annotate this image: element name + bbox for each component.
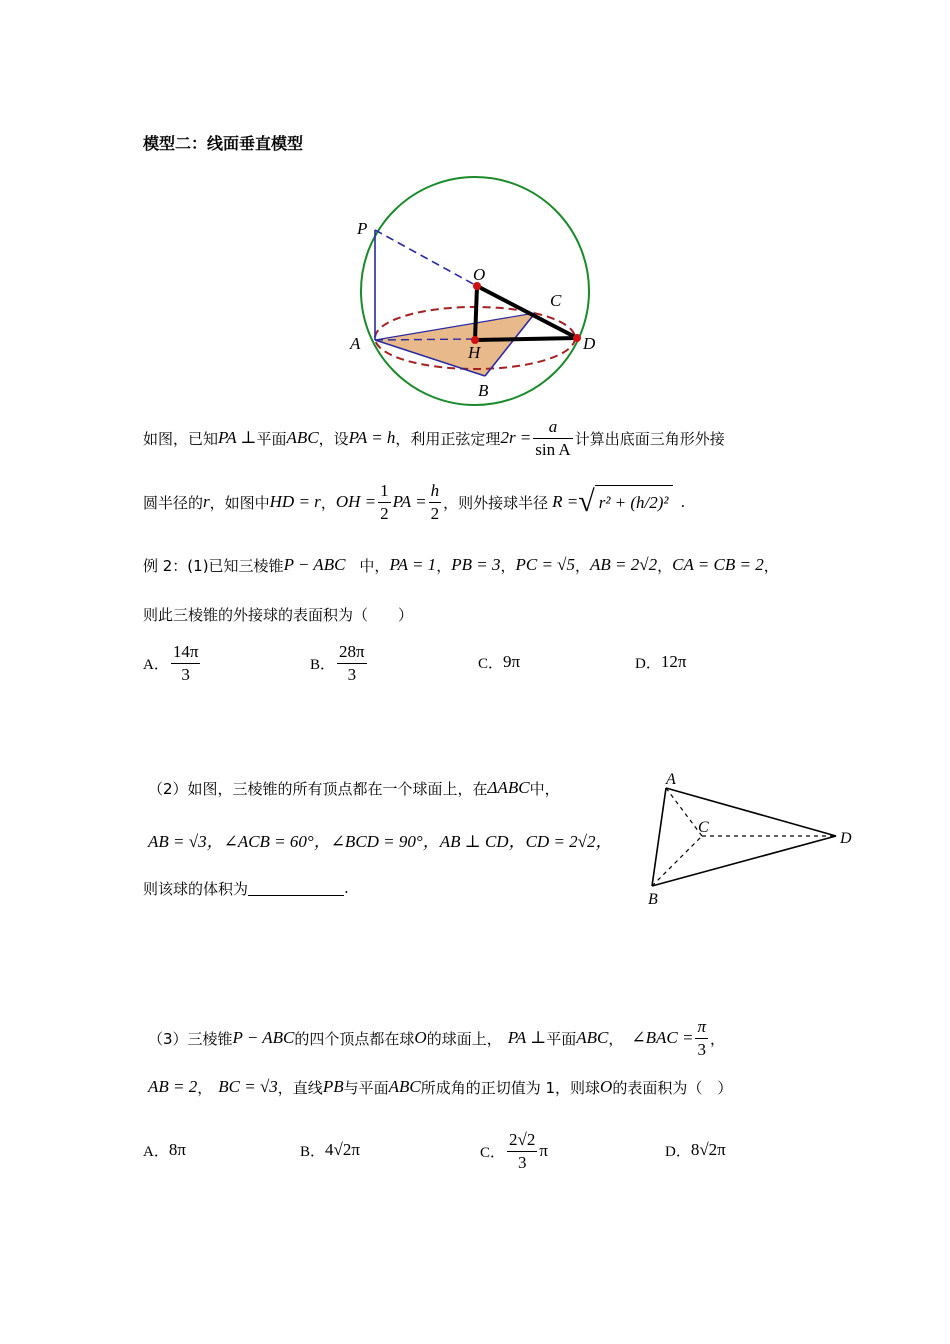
label-H: H (468, 343, 481, 362)
fraction-a-over-sinA: $\frac{a}{\text{sin A}}$ (535, 416, 571, 459)
ex2-3-option-B[interactable]: B． 4√2π (300, 1140, 360, 1160)
ex2-1-line-2: 则此三棱锥的外接球的表面积为（ ） (143, 606, 414, 624)
ex2-1-option-C[interactable]: C． 9π (478, 652, 521, 672)
label-A: A (666, 771, 676, 788)
label-O: O (473, 265, 486, 284)
label-C: C (698, 819, 709, 836)
edge-PO (375, 230, 477, 286)
ex2-3-option-D[interactable]: D． 8√2π (665, 1140, 726, 1160)
ex2-3-line-1: （3）三棱锥 P − ABC 的四个顶点都在球 O 的球面上， PA ⊥ 平面 ABC ， ∠BAC = $\frac{\pi}{3}$ ， (148, 1016, 725, 1059)
label-B: B (478, 381, 489, 400)
ex2-3-line-2: AB = 2 ， BC = √3 ，直线 PB 与平面 ABC 所成角的正切值为 1，则球 O 的表面积为（ ） (148, 1077, 733, 1097)
sphere-figure (345, 168, 605, 408)
ex2-1-option-B[interactable]: B． $\frac{28\pi}{3}$ (310, 641, 365, 684)
intro-line-2: 圆半径的 r ，如图中 HD = r ， OH = $\frac{1}{2}$ PA = $\frac{h}{2}$ ，则外接球半径 R = √ r² + (h/2)² . (143, 480, 686, 523)
section-title: 模型二：线面垂直模型 (143, 134, 304, 153)
edge-AB (652, 788, 666, 886)
ex2-2-line-3: 则该球的体积为 . (143, 879, 349, 898)
answer-blank[interactable] (248, 881, 344, 896)
label-A: A (350, 334, 361, 353)
ex2-2-line-1: （2）如图，三棱锥的所有顶点都在一个球面上，在 ΔABC 中， (148, 778, 560, 798)
label-P: P (357, 219, 368, 238)
tetrahedron-figure (640, 768, 866, 908)
ex2-2-line-2: AB = √3，∠ACB = 60°，∠BCD = 90°，AB ⊥ CD，CD = 2√2， (148, 832, 613, 851)
intro-line-1: 如图，已知 PA ⊥ 平面 ABC ，设 PA = h ，利用正弦定理 2r = $\frac{a}{\text{sin A}}$ 计算出底面三角形外接 (143, 416, 725, 459)
label-B: B (648, 891, 658, 908)
segment-HD (475, 338, 577, 340)
ex2-3-option-C[interactable]: C． $\frac{2√2}{3}$ π (480, 1129, 548, 1172)
ex2-3-option-A[interactable]: A． 8π (143, 1140, 186, 1160)
edge-AC (666, 788, 702, 836)
point-D (573, 334, 581, 342)
label-D: D (583, 334, 596, 353)
edge-AD (666, 788, 836, 836)
segment-OH (475, 286, 477, 340)
edge-BD (652, 836, 836, 886)
ex2-1-line-1: 例 2：(1)已知三棱锥 P − ABC 中， PA = 1 ， PB = 3 ， PC = √5 ， AB = 2√2 ， CA = CB = 2 ， (143, 555, 779, 575)
label-C: C (550, 291, 562, 310)
ex2-1-option-D[interactable]: D． 12π (635, 652, 687, 672)
label-D: D (840, 830, 852, 847)
ex2-1-option-A[interactable]: A． $\frac{14\pi}{3}$ (143, 641, 199, 684)
